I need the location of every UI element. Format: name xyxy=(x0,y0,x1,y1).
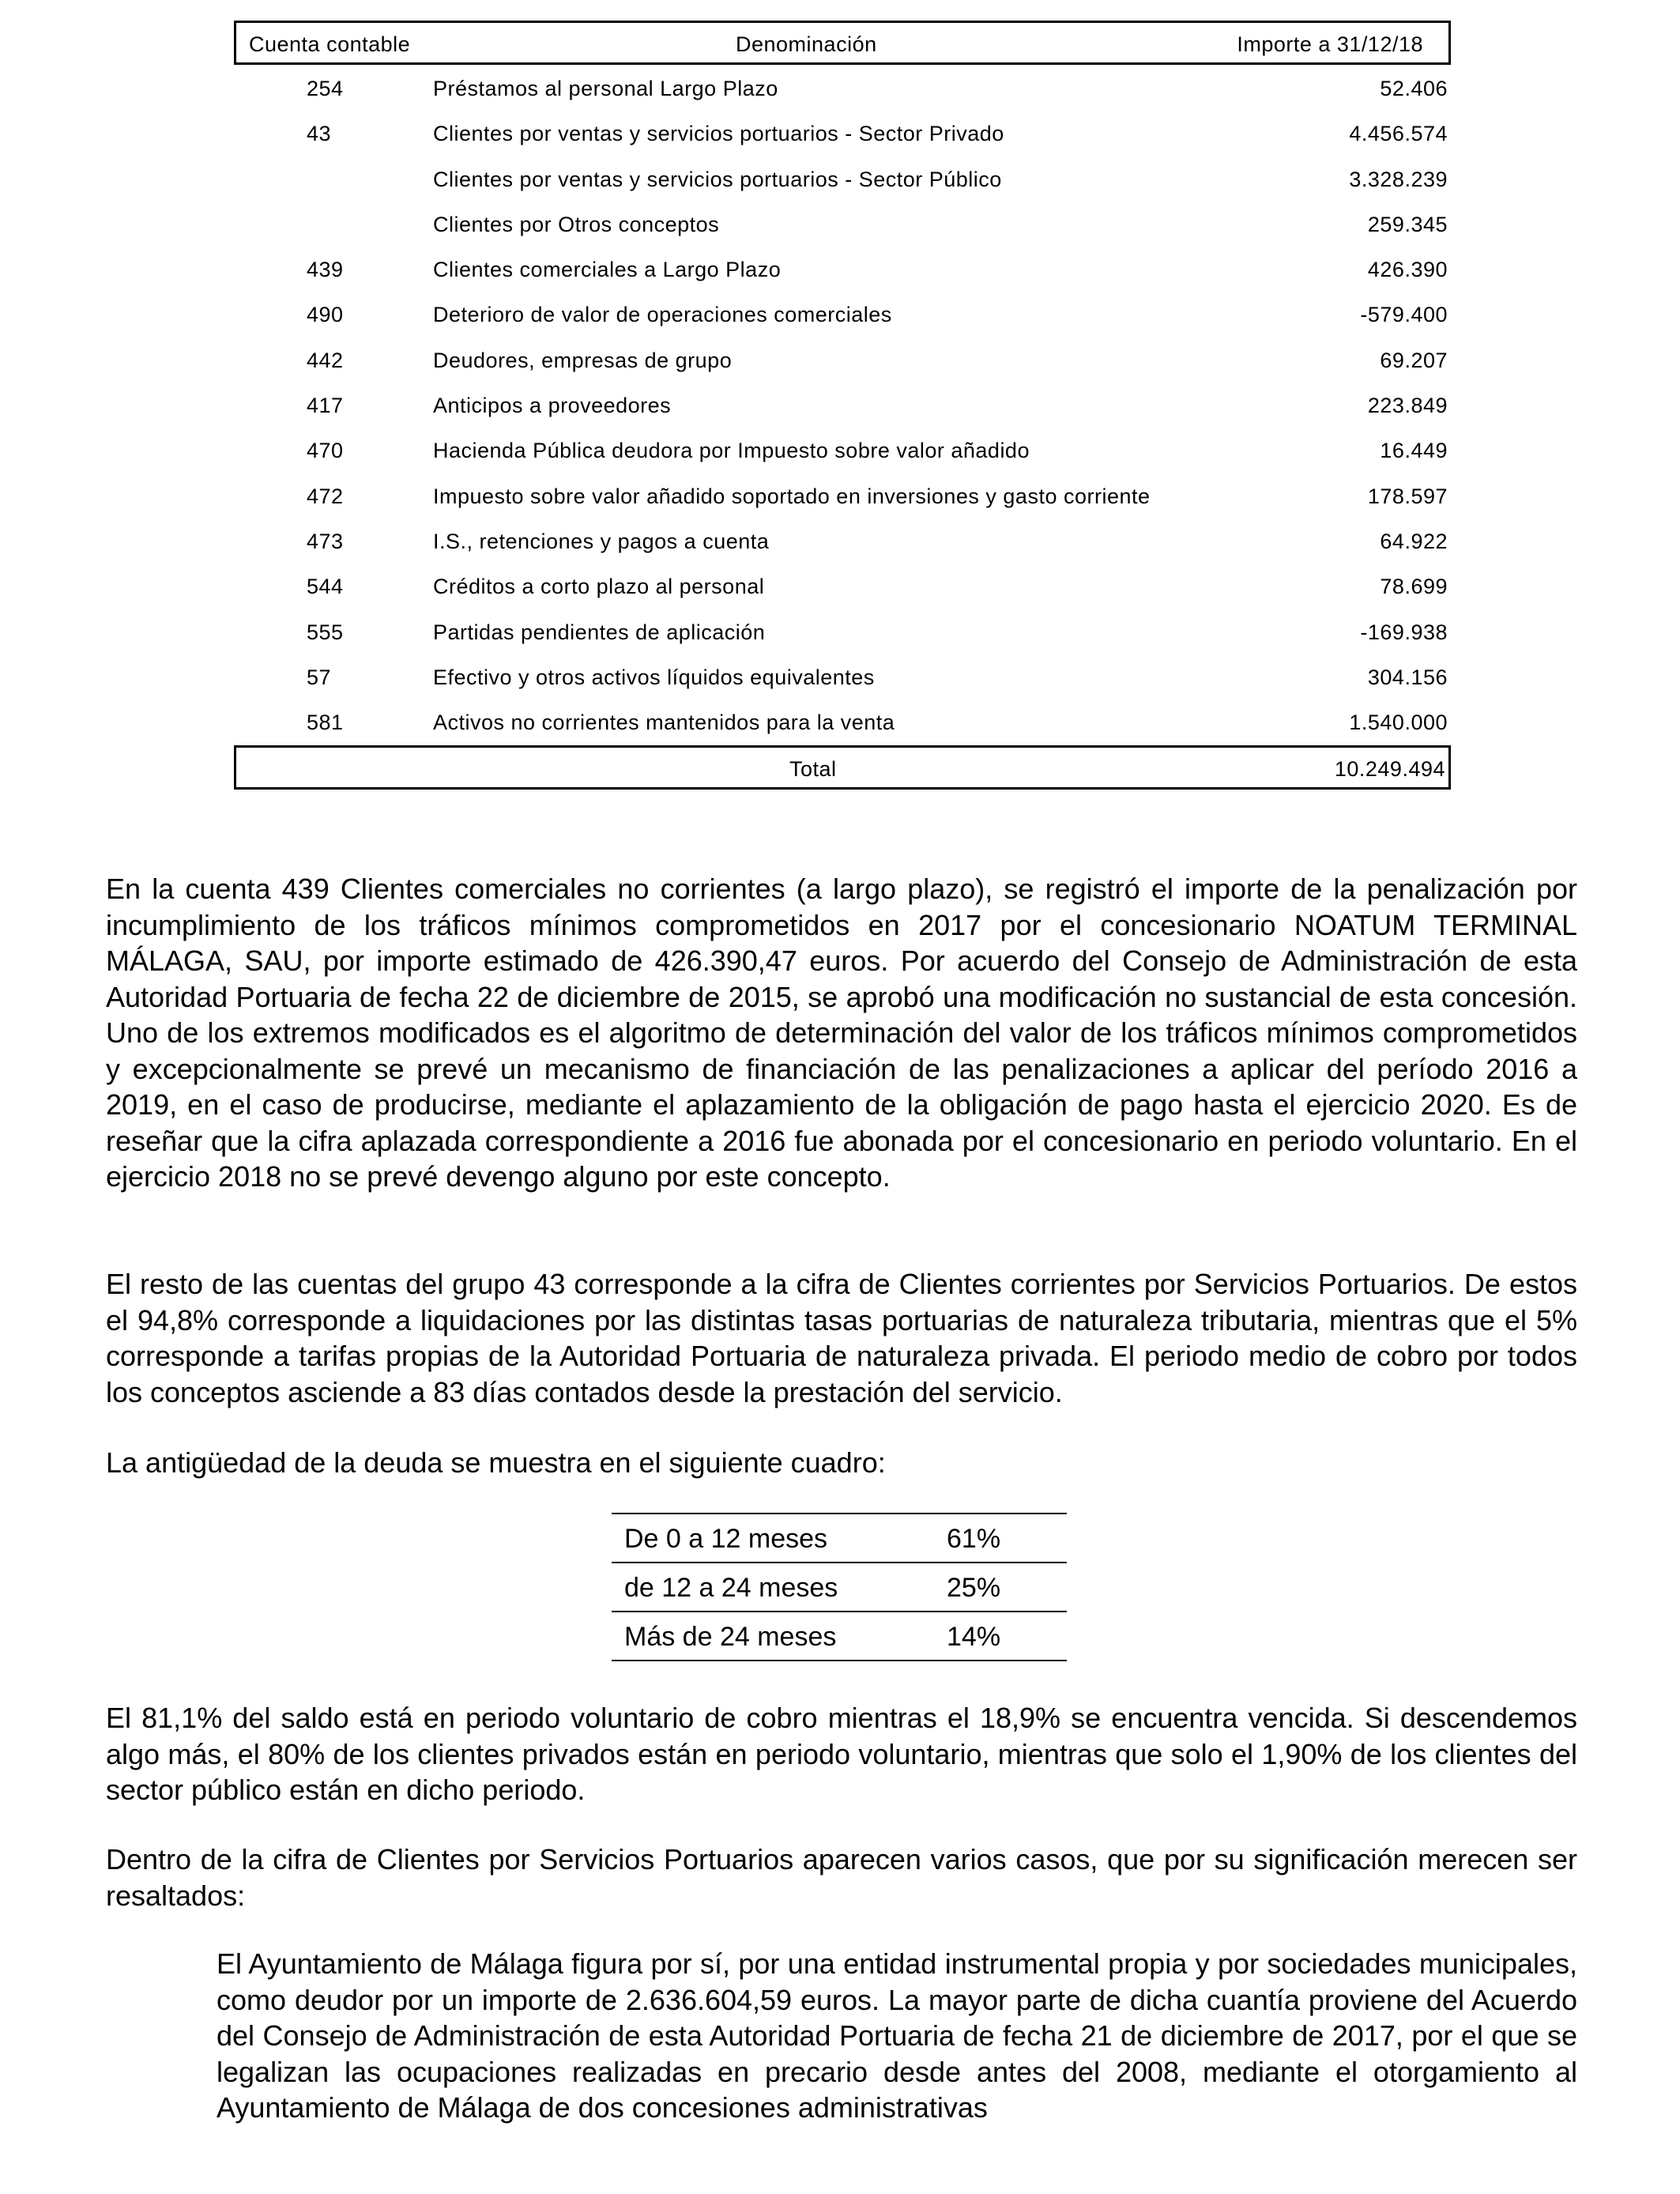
aging-label: de 12 a 24 meses xyxy=(624,1573,838,1603)
row-amount: 304.156 xyxy=(1367,665,1448,689)
table-row xyxy=(234,563,1451,608)
row-amount: 4.456.574 xyxy=(1349,122,1448,146)
table-row xyxy=(234,473,1451,518)
table-row xyxy=(234,654,1451,699)
total-amount: 10.249.494 xyxy=(1334,757,1445,782)
row-name: Hacienda Pública deudora por Impuesto sobre valor añadido xyxy=(433,439,1030,463)
table-row xyxy=(234,246,1451,291)
row-amount: 426.390 xyxy=(1367,258,1448,282)
table-row xyxy=(612,1611,1067,1661)
paragraph-group-43: El resto de las cuentas del grupo 43 corresponde a la cifra de Clientes corrientes por Servicios Portuarios. De estos el 94,8% corresponde a liquidaciones por las distintas tasas portuarias de naturaleza tributaria, mientras que el 5% corresponde a tarifas propias de la Autoridad Portuaria de naturaleza privada. El periodo medio de cobro por todos los conceptos asciende a 83 días contados desde la prestación del servicio. xyxy=(106,1268,1577,1408)
row-name: Activos no corrientes mantenidos para la venta xyxy=(433,711,895,735)
row-name: Efectivo y otros activos líquidos equivalentes xyxy=(433,665,875,689)
header-amount: Importe a 31/12/18 xyxy=(1237,32,1423,56)
table-row xyxy=(234,699,1451,744)
debt-aging-table xyxy=(612,1513,1067,1661)
paragraph-ayuntamiento: El Ayuntamiento de Málaga figura por sí, por una entidad instrumental propia y por sociedades municipales, como deudor por un importe de 2.636.604,59 euros. La mayor parte de dicha cuantía proviene del Acuerdo del Consejo de Administración de esta Autoridad Portuaria de fecha 21 de diciembre de 2017, por el que se legalizan las ocupaciones realizadas en precario desde antes del 2008, mediante el otorgamiento al Ayuntamiento de Málaga de dos concesiones administrativas xyxy=(217,1947,1577,2124)
table-row xyxy=(234,337,1451,382)
aging-label: Más de 24 meses xyxy=(624,1622,837,1652)
row-amount: 16.449 xyxy=(1380,439,1448,463)
table-row xyxy=(234,201,1451,246)
row-amount: 223.849 xyxy=(1367,394,1448,418)
aging-percent: 61% xyxy=(947,1524,1001,1554)
row-name: Clientes comerciales a Largo Plazo xyxy=(433,258,782,282)
row-name: Anticipos a proveedores xyxy=(433,394,672,418)
row-amount: 69.207 xyxy=(1380,348,1448,372)
row-amount: -579.400 xyxy=(1360,303,1448,327)
row-name: Deterioro de valor de operaciones comerciales xyxy=(433,303,892,327)
table-row xyxy=(234,518,1451,563)
row-amount: 78.699 xyxy=(1380,575,1448,599)
row-amount: 52.406 xyxy=(1380,77,1448,100)
row-amount: 1.540.000 xyxy=(1349,711,1448,735)
row-amount: 259.345 xyxy=(1367,212,1448,236)
row-name: Clientes por ventas y servicios portuarios - Sector Público xyxy=(433,167,1002,191)
aging-percent: 14% xyxy=(947,1622,1001,1652)
row-amount: 64.922 xyxy=(1380,529,1448,553)
aging-label: De 0 a 12 meses xyxy=(624,1524,828,1554)
row-name: Impuesto sobre valor añadido soportado en inversiones y gasto corriente xyxy=(433,484,1151,508)
row-name: Créditos a corto plazo al personal xyxy=(433,575,765,599)
row-amount: 178.597 xyxy=(1367,484,1448,508)
table-row xyxy=(234,427,1451,472)
row-code: 442 xyxy=(307,348,344,372)
row-code: 490 xyxy=(307,303,344,327)
row-code: 43 xyxy=(307,122,332,146)
table-row xyxy=(234,609,1451,654)
paragraph-highlighted-cases: Dentro de la cifra de Clientes por Servicios Portuarios aparecen varios casos, que por su significación merecen ser resaltados: xyxy=(106,1843,1577,1912)
accounts-table-total xyxy=(234,745,1451,790)
header-code: Cuenta contable xyxy=(249,32,411,56)
aging-percent: 25% xyxy=(947,1573,1001,1603)
table-row xyxy=(234,65,1451,110)
table-row xyxy=(234,156,1451,201)
table-row xyxy=(234,382,1451,427)
row-code: 470 xyxy=(307,439,344,463)
row-code: 254 xyxy=(307,77,344,100)
table-row xyxy=(612,1562,1067,1611)
header-name: Denominación xyxy=(736,32,877,56)
row-name: Partidas pendientes de aplicación xyxy=(433,620,766,644)
paragraph-balance-status: El 81,1% del saldo está en periodo voluntario de cobro mientras el 18,9% se encuentra vencida. Si descendemos algo más, el 80% de los clientes privados están en periodo voluntario, mientras que solo el 1,90% de los clientes del sector público están en dicho periodo. xyxy=(106,1702,1577,1806)
total-label: Total xyxy=(789,757,837,782)
row-code: 472 xyxy=(307,484,344,508)
row-code: 57 xyxy=(307,665,332,689)
row-name: I.S., retenciones y pagos a cuenta xyxy=(433,529,770,553)
row-name: Clientes por Otros conceptos xyxy=(433,212,720,236)
accounts-table xyxy=(234,21,1451,790)
paragraph-aging-intro: La antigüedad de la deuda se muestra en el siguiente cuadro: xyxy=(106,1446,886,1479)
accounts-table-body xyxy=(234,65,1451,744)
table-row xyxy=(612,1513,1067,1562)
row-code: 439 xyxy=(307,258,344,282)
row-name: Clientes por ventas y servicios portuarios - Sector Privado xyxy=(433,122,1004,146)
table-row xyxy=(234,110,1451,155)
row-amount: 3.328.239 xyxy=(1349,167,1448,191)
accounts-table-header xyxy=(234,21,1451,65)
row-code: 581 xyxy=(307,711,344,735)
row-name: Préstamos al personal Largo Plazo xyxy=(433,77,778,100)
table-row xyxy=(234,291,1451,336)
row-code: 544 xyxy=(307,575,344,599)
row-code: 473 xyxy=(307,529,344,553)
row-name: Deudores, empresas de grupo xyxy=(433,348,733,372)
paragraph-penalty: En la cuenta 439 Clientes comerciales no corrientes (a largo plazo), se registró el importe de la penalización por incumplimiento de los tráficos mínimos comprometidos en 2017 por el concesionario NOATUM TERMINAL MÁLAGA, SAU, por importe estimado de 426.390,47 euros. Por acuerdo del Consejo de Administración de esta Autoridad Portuaria de fecha 22 de diciembre de 2015, se aprobó una modificación no sustancial de esta concesión. Uno de los extremos modificados es el algoritmo de determinación del valor de los tráficos mínimos comprometidos y excepcionalmente se prevé un mecanismo de financiación de las penalizaciones a aplicar del período 2016 a 2019, en el caso de producirse, mediante el aplazamiento de la obligación de pago hasta el ejercicio 2020. Es de reseñar que la cifra aplazada correspondiente a 2016 fue abonada por el concesionario en periodo voluntario. En el ejercicio 2018 no se prevé devengo alguno por este concepto. xyxy=(106,873,1577,1193)
row-code: 555 xyxy=(307,620,344,644)
row-code: 417 xyxy=(307,394,344,418)
row-amount: -169.938 xyxy=(1360,620,1448,644)
